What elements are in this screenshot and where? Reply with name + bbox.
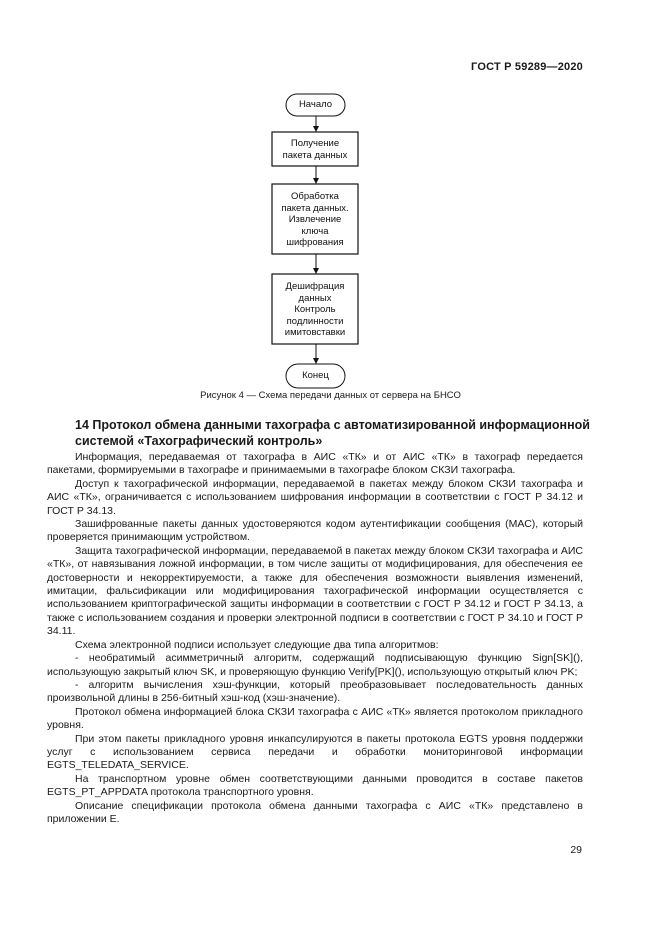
- paragraph: Защита тахографической информации, передаваемой в пакетах между блоком СКЗИ тахографа и АИС «ТК», от навязывания ложной информации, в том числе защиты от модифицирования, для обеспечения ее достоверности и некорректируемости, а также для обеспечения возможности выявления изменений, имитации, фальсификации или модифицирования тахографической информации осуществляется с использованием криптографической защиты информации в соответствии с ГОСТ Р 34.12 и ГОСТ Р 34.13, а также с использованием создания и проверки электронной подписи в соответствии с ГОСТ Р 34.10 и ГОСТ Р 34.11.: [47, 544, 583, 638]
- section-heading: 14 Протокол обмена данными тахографа с автоматизированной информационной системой «Тахографический контроль»: [75, 418, 590, 448]
- paragraph: Доступ к тахографической информации, передаваемой в пакетах между блоком СКЗИ тахографа и АИС «ТК», ограничивается с использованием шифрования информации в соответствии с ГОСТ Р 34.12 и ГОСТ Р 34.13.: [47, 477, 583, 517]
- paragraph: При этом пакеты прикладного уровня инкапсулируются в пакеты протокола EGTS уровня поддержки услуг с использованием сервиса передачи и обработки мониторинговой информации EGTS_TELEDATA_SERVICE.: [47, 732, 583, 772]
- end-label: Конец: [302, 370, 329, 381]
- paragraph: Информация, передаваемая от тахографа в АИС «ТК» и от АИС «ТК» в тахограф передается пакетами, формируемыми в тахографе и принимаемыми в тахографе блоком СКЗИ тахографа.: [47, 451, 583, 477]
- page-number: 29: [570, 844, 582, 856]
- step-process-label: Обработка пакета данных. Извлечение ключа шифрования: [281, 191, 349, 249]
- paragraph: Протокол обмена информацией блока СКЗИ тахографа с АИС «ТК» является протоколом прикладного уровня.: [47, 705, 583, 732]
- list-item: - необратимый асимметричный алгоритм, содержащий подписывающую функцию Sign[SK](), использующую закрытый ключ SK, и проверяющую функцию Verify[PK](), использующую открытый ключ PK;: [47, 652, 583, 678]
- step-receive-label: Получение пакета данных: [282, 138, 348, 161]
- section-body: [47, 451, 583, 826]
- paragraph: Описание спецификации протокола обмена данными тахографа с АИС «ТК» представлено в приложении Е.: [47, 799, 583, 825]
- step-decrypt-label: Дешифрация данных Контроль подлинности имитовставки: [284, 281, 346, 339]
- start-label: Начало: [298, 99, 333, 110]
- paragraph: На транспортном уровне обмен соответствующими данными проводится в составе пакетов EGTS_PT_APPDATA протокола транспортного уровня.: [47, 772, 583, 799]
- paragraph: Схема электронной подписи использует следующие два типа алгоритмов:: [75, 638, 439, 651]
- flowchart: [0, 0, 661, 400]
- standard-designation: ГОСТ Р 59289—2020: [471, 61, 583, 73]
- paragraph: Зашифрованные пакеты данных удостоверяются кодом аутентификации сообщения (МАС), который проверяется принимающим устройством.: [47, 518, 583, 544]
- figure-caption: Рисунок 4 — Схема передачи данных от сервера на БНСО: [200, 390, 461, 401]
- list-item: - алгоритм вычисления хэш-функции, который преобразовывает последовательность данных произвольной длины в 256-битный хэш-код (хэш-значение).: [47, 678, 583, 705]
